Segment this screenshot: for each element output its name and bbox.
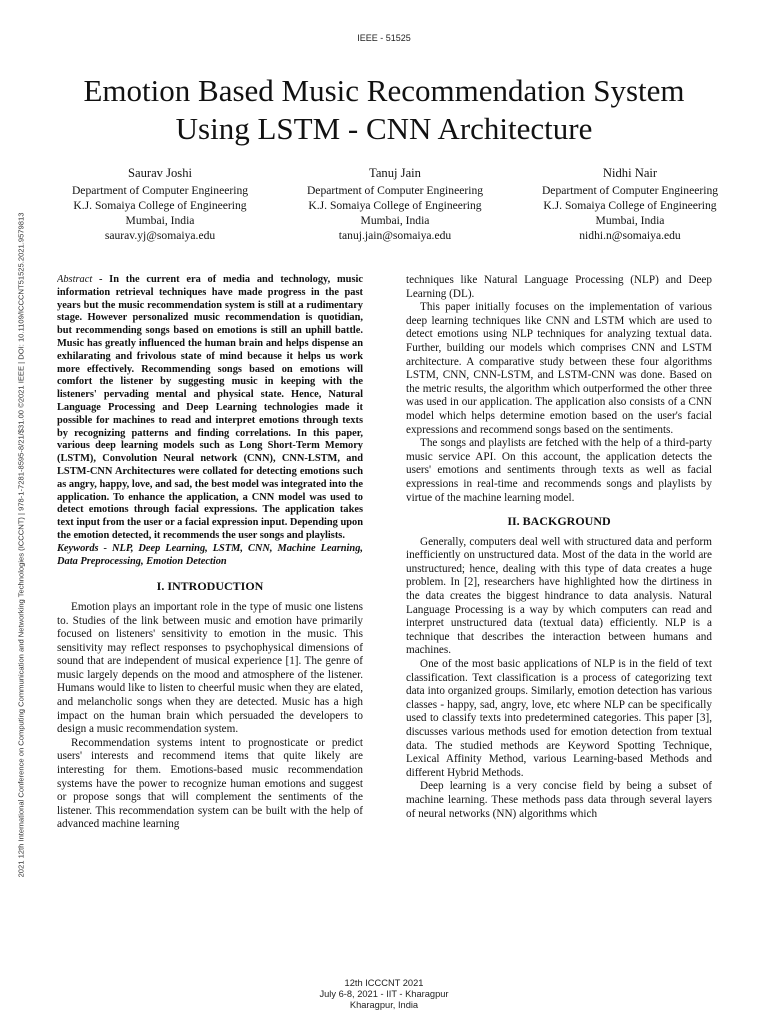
- author-email: nidhi.n@somaiya.edu: [579, 229, 681, 242]
- abstract-label: Abstract: [57, 274, 93, 285]
- author-name: Saurav Joshi: [127, 166, 192, 180]
- title-line-1: Emotion Based Music Recommendation System: [83, 73, 685, 108]
- author-city: Mumbai, India: [125, 214, 195, 227]
- keywords-text: - NLP, Deep Learning, LSTM, CNN, Machine Learning, Data Preprocessing, Emotion Detection: [57, 542, 363, 567]
- author-email: tanuj.jain@somaiya.edu: [338, 229, 452, 242]
- author-email: saurav.yj@somaiya.edu: [104, 229, 216, 242]
- paper-title: [40, 72, 728, 148]
- doi-sidebar-text: 2021 12th International Conference on Computing Communication and Networking Technologies (ICCCNT) | 978-1-7281-8595-8/21/$31.00 ©2021 IEEE | DOI: 10.1109/ICCCNT51525.2021.9579813: [16, 212, 26, 878]
- author-department: Department of Computer Engineering: [306, 184, 484, 197]
- paragraph: One of the most basic applications of NLP is in the field of text classification. Text classification is a process of categorizing text data into organized groups. Similarly, emotion detection has various classes - happy, sad, angry, love, etc where NLP can be specifically used to classify texts into predetermined categories. This paper [3], discusses various methods used for emotion detection from textual data. The studied methods are Keyword Spotting Technique, Lexical Affinity Method, various Learning-based Methods and different Hybrid Methods.: [406, 658, 712, 779]
- author-department: Department of Computer Engineering: [71, 184, 249, 197]
- abstract-text: - In the current era of media and technology, music information retrieval techniques have made progress in the past years but the music recommendation system is still at a rudimentary stage. However personalized music recommendation is quotidian, but recommending songs based on emotions is still an uphill battle. Music has greatly influenced the human brain and helps dispense an exhilarating and frivolous state of mind because it helps us work more effectively. Recommending songs based on emotions will comfort the listener by suggesting music in keeping with the listeners' pervading mental and physical state. Hence, Natural Language Processing and Deep Learning technologies made it possible for machines to read and interpret emotions through texts by recognizing patterns and finding correlations. In this paper, various deep learning models such as Long Short-Term Memory (LSTM), Convolution Neural network (CNN), CNN-LSTM, and LSTM-CNN Architectures were collated for detecting emotions such as angry, happy, love, and sad, the best model was integrated into the application. To enhance the application, a CNN model was used to detect emotions through facial expressions. The application takes text input from the user or a facial expression input. Depending upon the emotion detected, it recommends the user songs and playlists.: [57, 274, 363, 541]
- footer-conference: 12th ICCCNT 2021: [344, 978, 424, 988]
- author-city: Mumbai, India: [360, 214, 430, 227]
- keywords: [57, 543, 363, 569]
- doi-sidebar: [14, 120, 28, 970]
- keywords-label: Keywords: [57, 542, 99, 554]
- section-heading-background: II. BACKGROUND: [507, 514, 611, 529]
- footer-location: Kharagpur, India: [349, 1000, 419, 1010]
- paragraph: Generally, computers deal well with structured data and perform inefficiently on unstructured data. Most of the data in the world are unstructured; hence, dealing with this type of data creates a huge problem. In [2], researchers have highlighted how the dirtiness in the data creates the biggest hindrance to data analysis. Natural Language Processing is a way by which computers can read and interpret unstructured data (textual data) efficiently. NLP is a technique that describes the interaction between humans and machines.: [406, 535, 712, 657]
- author: [285, 166, 505, 243]
- page-header: IEEE - 51525: [357, 33, 411, 43]
- author-block: [50, 166, 740, 243]
- author: [50, 166, 270, 243]
- paragraph: This paper initially focuses on the implementation of various deep learning techniques like CNN and LSTM which are used to detect emotions using NLP techniques for analyzing textual data. Further, building our models which comprises CNN and LSTM architecture. A comparative study between these four algorithms LSTM, CNN, CNN-LSTM, and LSTM-CNN was done. Based on the metric results, the algorithm which outperformed the other three was used in our application. The application also consists of a CNN model which helps determine emotion based on the user's facial expressions and recommend songs based on the sentiments.: [406, 301, 712, 436]
- title-line-2: Using LSTM - CNN Architecture: [175, 111, 593, 146]
- author-college: K.J. Somaiya College of Engineering: [308, 199, 482, 212]
- paragraph: Recommendation systems intent to prognosticate or predict users' interests and recommend items that quite likely are interesting for them. Emotions-based music recommendation systems have the power to recognize human emotions and suggest or propose songs that will complement the sentiments of the listener. This recommendation system can be built with the help of advanced machine learning: [57, 736, 363, 831]
- paragraph: The songs and playlists are fetched with the help of a third-party music service API. On this account, the application detects the users' emotions and sentiments through texts as well as facial expressions in real-time and recommends songs and playlists by virtue of the machine learning model.: [406, 437, 712, 504]
- abstract: [57, 274, 363, 543]
- author-college: K.J. Somaiya College of Engineering: [543, 199, 717, 212]
- footer-dates: July 6-8, 2021 - IIT - Kharagpur: [319, 989, 449, 999]
- author-college: K.J. Somaiya College of Engineering: [73, 199, 247, 212]
- paragraph: Emotion plays an important role in the type of music one listens to. Studies of the link between music and emotion have primarily focused on listeners' sensitivity to emotion in the music. This sensitivity may reflect responses to psychophysical dimensions of sound that are independent of musical experience [1]. The genre of music largely depends on the mood and atmosphere of the listener. Humans would like to listen to cheerful music when they are elated, and melancholic songs when they are detected. Music has a high impact on the human brain which persuaded the developers to design a music recommendation system.: [57, 600, 363, 736]
- section-heading-introduction: I. INTRODUCTION: [156, 579, 264, 594]
- author-name: Tanuj Jain: [369, 166, 421, 180]
- author-name: Nidhi Nair: [602, 166, 658, 180]
- paragraph: Deep learning is a very concise field by being a subset of machine learning. These methods pass data through several layers of neural networks (NN) algorithms which: [406, 780, 712, 820]
- author-city: Mumbai, India: [595, 214, 665, 227]
- author: [520, 166, 740, 243]
- paragraph: techniques like Natural Language Processing (NLP) and Deep Learning (DL).: [406, 274, 712, 300]
- page-footer: [0, 978, 768, 1011]
- right-column: [406, 274, 712, 920]
- left-column: [57, 274, 363, 920]
- author-department: Department of Computer Engineering: [541, 184, 719, 197]
